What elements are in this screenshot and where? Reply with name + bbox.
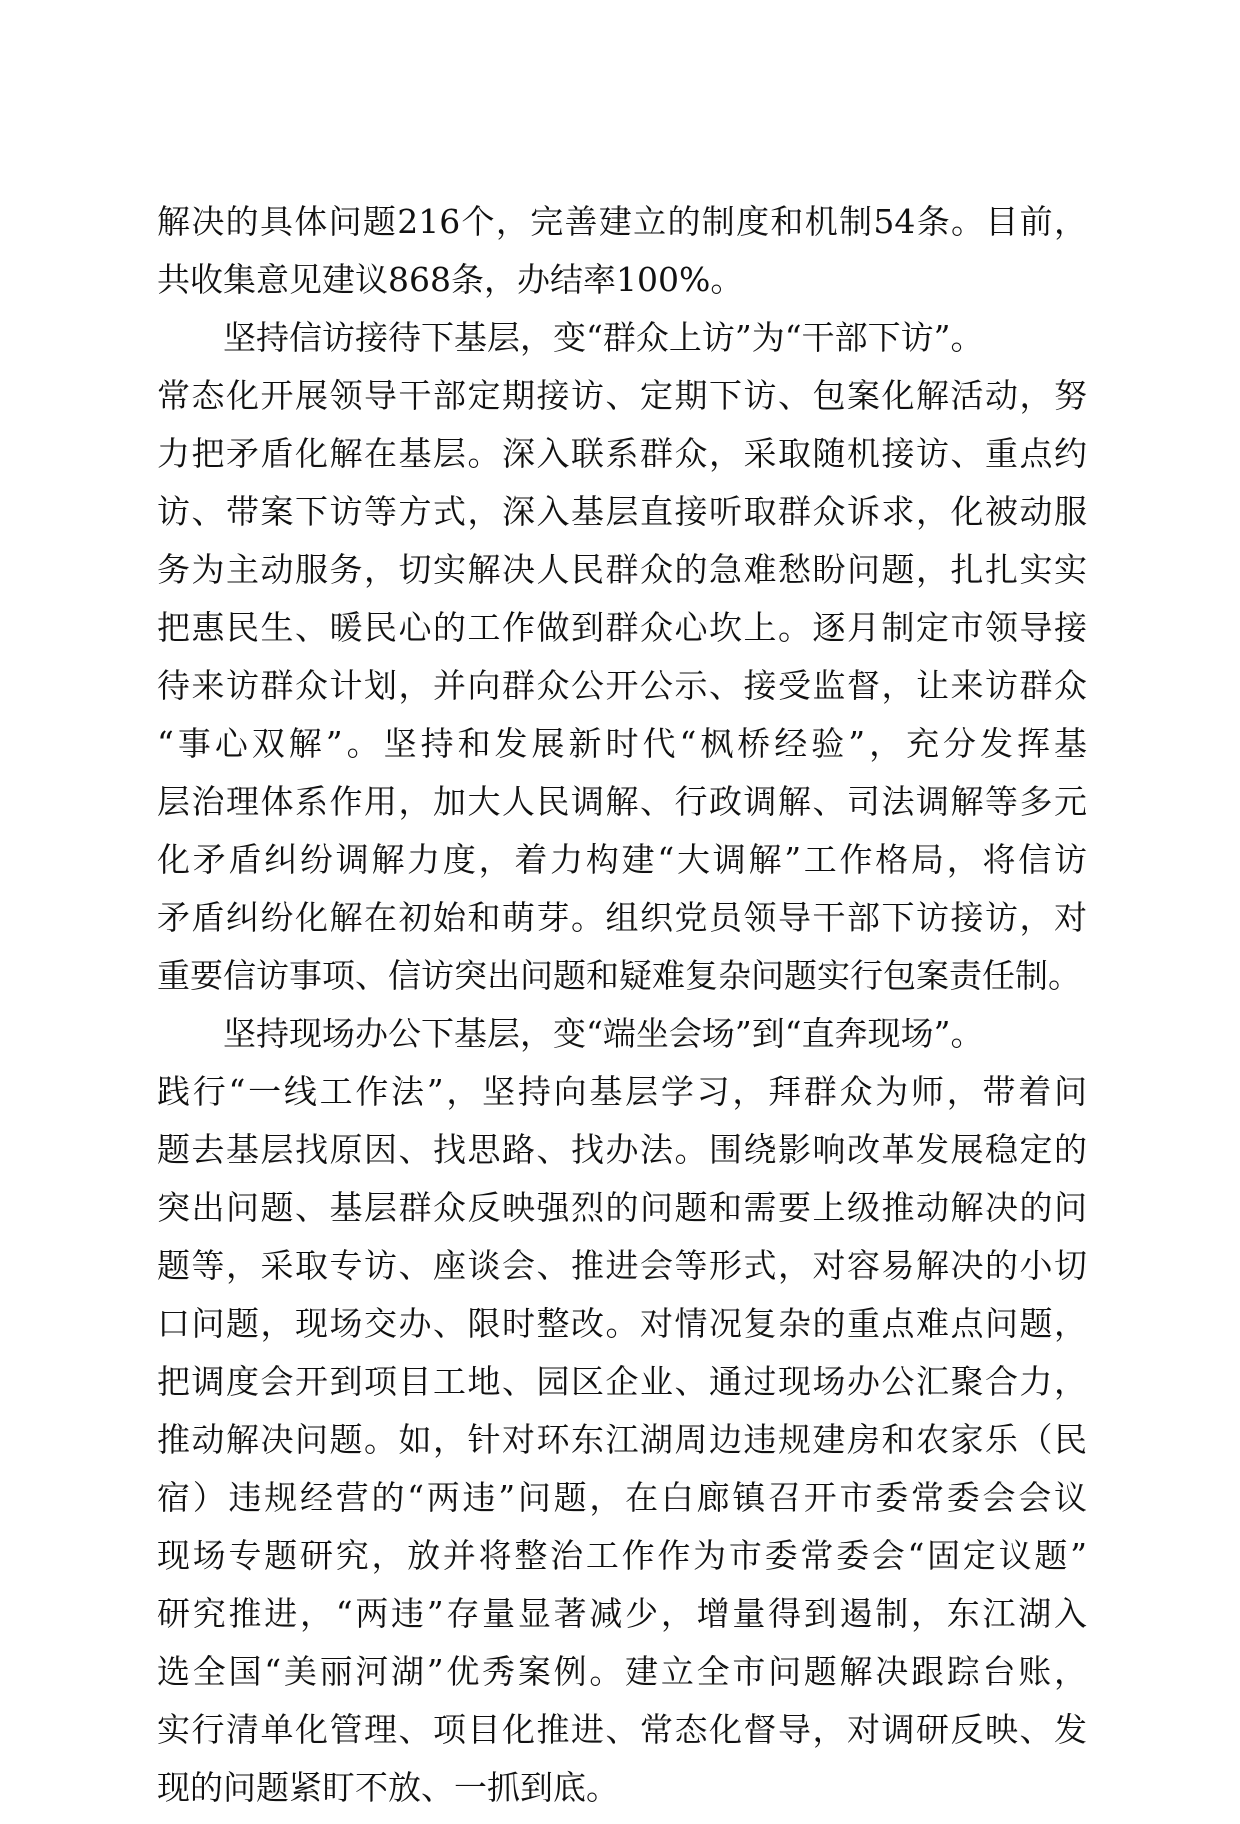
document-page: [157, 200, 1087, 1824]
paragraph-line: 力把矛盾化解在基层。深入联系群众，采取随机接访、重点约: [157, 434, 1087, 473]
paragraph-line: 选全国“美丽河湖”优秀案例。建立全市问题解决跟踪台账，: [157, 1652, 1087, 1691]
paragraph-line: 务为主动服务，切实解决人民群众的急难愁盼问题，扎扎实实: [157, 550, 1087, 589]
paragraph-1: [157, 200, 1087, 316]
paragraph-line: 题等，采取专访、座谈会、推进会等形式，对容易解决的小切: [157, 1246, 1087, 1285]
paragraph-line: 矛盾纠纷化解在初始和萌芽。组织党员领导干部下访接访，对: [157, 898, 1087, 937]
paragraph-line: 实行清单化管理、项目化推进、常态化督导，对调研反映、发: [157, 1710, 1087, 1749]
paragraph-line: 践行“一线工作法”，坚持向基层学习，拜群众为师，带着问: [157, 1072, 1087, 1111]
paragraph-line: 化矛盾纠纷调解力度，着力构建“大调解”工作格局，将信访: [157, 840, 1087, 879]
paragraph-line: 研究推进，“两违”存量显著减少，增量得到遏制，东江湖入: [157, 1594, 1087, 1633]
paragraph-line: 常态化开展领导干部定期接访、定期下访、包案化解活动，努: [157, 376, 1087, 415]
paragraph-line: 题去基层找原因、找思路、找办法。围绕影响改革发展稳定的: [157, 1130, 1087, 1169]
paragraph-line: 宿）违规经营的“两违”问题，在白廊镇召开市委常委会会议: [157, 1478, 1087, 1517]
paragraph-line: 推动解决问题。如，针对环东江湖周边违规建房和农家乐（民: [157, 1420, 1087, 1459]
paragraph-heading-line: 坚持现场办公下基层，变“端坐会场”到“直奔现场”。: [223, 1014, 984, 1053]
paragraph-line: 层治理体系作用，加大人民调解、行政调解、司法调解等多元: [157, 782, 1087, 821]
paragraph-line: 突出问题、基层群众反映强烈的问题和需要上级推动解决的问: [157, 1188, 1087, 1227]
paragraph-line: 把调度会开到项目工地、园区企业、通过现场办公汇聚合力，: [157, 1362, 1087, 1401]
paragraph-line: 重要信访事项、信访突出问题和疑难复杂问题实行包案责任制。: [157, 956, 1081, 995]
paragraph-line: 共收集意见建议868条，办结率100%。: [157, 260, 744, 299]
paragraph-line: 解决的具体问题216个，完善建立的制度和机制54条。目前，: [157, 202, 1087, 241]
paragraph-line: 访、带案下访等方式，深入基层直接听取群众诉求，化被动服: [157, 492, 1087, 531]
paragraph-line: “事心双解”。坚持和发展新时代“枫桥经验”，充分发挥基: [157, 724, 1087, 763]
paragraph-line: 现的问题紧盯不放、一抓到底。: [157, 1768, 619, 1807]
paragraph-2: [157, 316, 1087, 1012]
paragraph-line: 把惠民生、暖民心的工作做到群众心坎上。逐月制定市领导接: [157, 608, 1087, 647]
paragraph-3: [157, 1012, 1087, 1824]
paragraph-line: 待来访群众计划，并向群众公开公示、接受监督，让来访群众: [157, 666, 1087, 705]
paragraph-line: 现场专题研究，放并将整治工作作为市委常委会“固定议题”: [157, 1536, 1087, 1575]
paragraph-line: 口问题，现场交办、限时整改。对情况复杂的重点难点问题，: [157, 1304, 1087, 1343]
paragraph-heading-line: 坚持信访接待下基层，变“群众上访”为“干部下访”。: [223, 318, 984, 357]
